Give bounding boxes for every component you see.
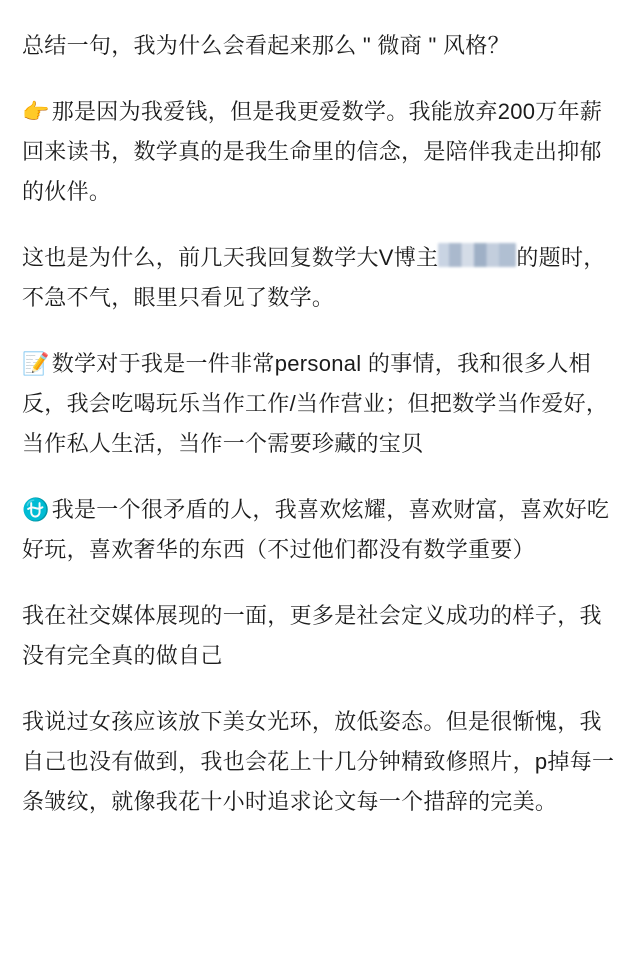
redaction-blur-overlay bbox=[438, 243, 516, 267]
paragraph-6 bbox=[22, 596, 618, 676]
paragraph-7 bbox=[22, 702, 618, 822]
paragraph-4 bbox=[22, 344, 618, 464]
paragraph-5 bbox=[22, 490, 618, 570]
paragraph-3 bbox=[22, 238, 618, 318]
paragraph-2-text: 那是因为我爱钱，但是我更爱数学。我能放弃200万年薪回来读书，数学真的是我生命里的信念，是陪伴我走出抑郁的伙伴。 bbox=[22, 99, 603, 204]
pointing-hand-emoji: 👉 bbox=[22, 99, 50, 124]
redacted-name-wrap bbox=[438, 238, 516, 278]
paragraph-5-text: 我是一个很矛盾的人，我喜欢炫耀，喜欢财富，喜欢好吃好玩，喜欢奢华的东西（不过他们都没有数学重要） bbox=[22, 497, 610, 562]
ophiuchus-symbol-icon: ⛎ bbox=[22, 497, 50, 522]
paragraph-6-text: 我在社交媒体展现的一面，更多是社会定义成功的样子，我没有完全真的做自己 bbox=[22, 603, 602, 668]
paragraph-2 bbox=[22, 92, 618, 212]
paragraph-7-text: 我说过女孩应该放下美女光环，放低姿态。但是很惭愧，我自己也没有做到，我也会花上十几分钟精致修照片，p掉每一条皱纹，就像我花十小时追求论文每一个措辞的完美。 bbox=[22, 709, 615, 814]
paragraph-1 bbox=[22, 26, 618, 66]
paragraph-1-text: 总结一句，我为什么会看起来那么 " 微商 " 风格？ bbox=[22, 33, 510, 58]
paragraph-3-text-after: 的题时，不急不气，眼里只看见了数学。 bbox=[22, 245, 606, 310]
memo-emoji: 📝 bbox=[22, 351, 50, 376]
paragraph-4-text: 数学对于我是一件非常personal 的事情，我和很多人相反，我会吃喝玩乐当作工作/当作营业；但把数学当作爱好，当作私人生活，当作一个需要珍藏的宝贝 bbox=[22, 351, 609, 456]
paragraph-3-text-before: 这也是为什么，前几天我回复数学大V博主 bbox=[22, 245, 439, 270]
